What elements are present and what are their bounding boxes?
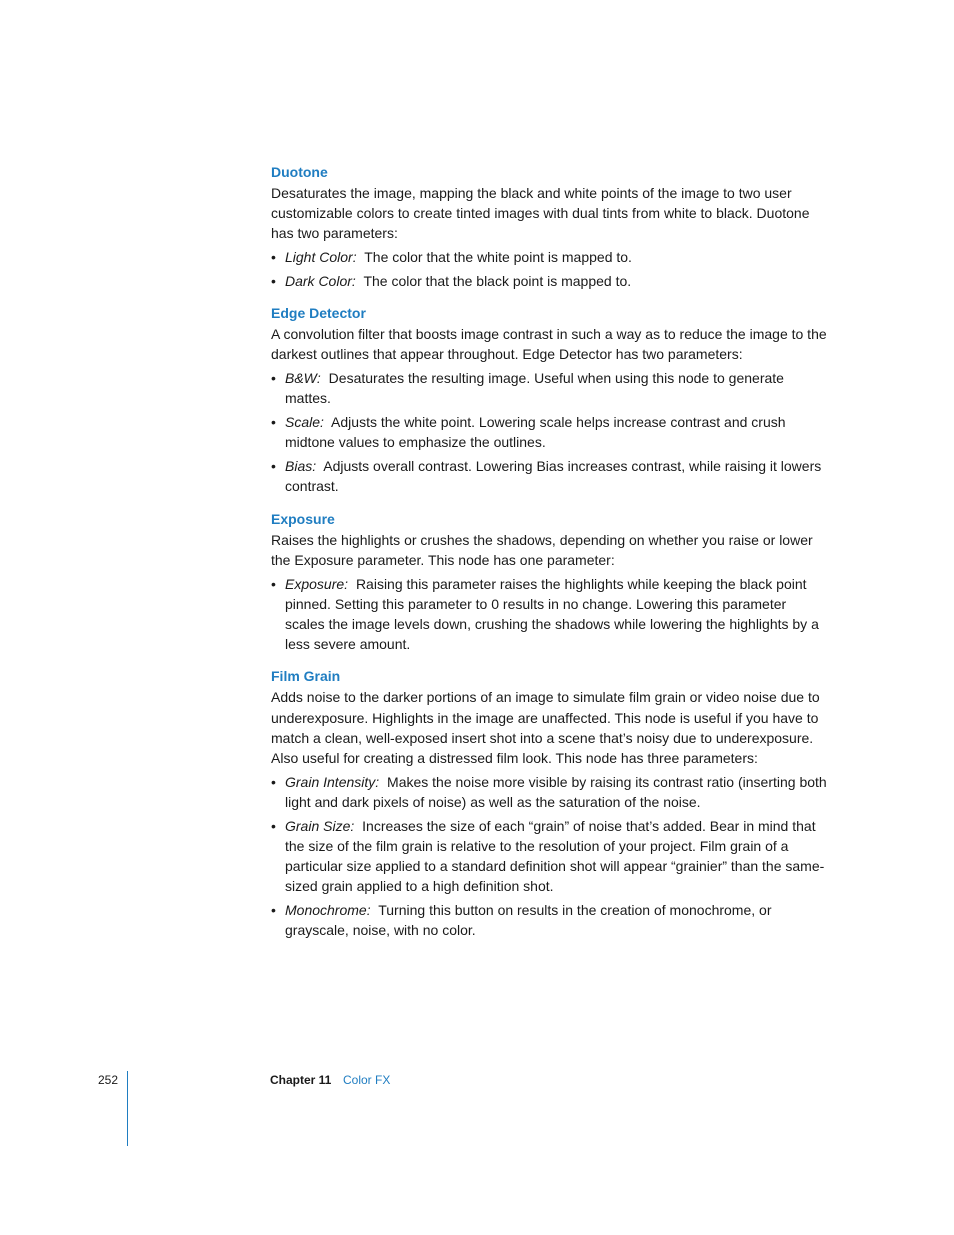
list-item [271,271,827,291]
parameter-description: The color that the black point is mapped to. [363,273,632,289]
bullet-icon: • [271,273,276,289]
parameter-term: Light Color: [285,249,357,266]
parameter-list [271,574,827,655]
section-edge-detector [271,303,827,496]
section-film-grain [271,666,827,940]
parameter-description: Turning this button on results in the creation of monochrome, or grayscale, noise, with no color. [285,902,772,939]
parameter-term: Grain Intensity: [285,773,380,790]
bullet-icon: • [271,902,276,919]
bullet-icon: • [271,414,276,431]
parameter-term: Monochrome: [285,902,371,919]
parameter-list [271,368,827,496]
parameter-description: Adjusts overall contrast. Lowering Bias increases contrast, while raising it lowers contrast. [285,458,822,495]
section-intro: Adds noise to the darker portions of an image to simulate film grain or video noise due to underexposure. Highlights in the image are unaffected. This node is useful if you have to match a clean, well-exposed insert shot into a scene that’s noisy due to underexposure. Also useful for creating a distressed film look. This node has three parameters: [271,689,820,767]
bullet-icon: • [271,773,276,790]
list-item [271,412,827,452]
list-item [271,247,827,267]
list-item [271,574,827,655]
section-intro: A convolution filter that boosts image contrast in such a way as to reduce the image to the darkest outlines that appear throughout. Edge Detector has two parameters: [271,326,827,363]
parameter-term: Bias: [285,458,317,475]
parameter-list [271,772,827,941]
bullet-icon: • [271,575,276,592]
page-number: 252 [98,1073,119,1087]
section-heading: Duotone [271,164,328,180]
parameter-description: Increases the size of each “grain” of noise that’s added. Bear in mind that the size of the film grain is relative to the resolution of your project. Film grain of a particular size applied to a standard definition shot will appear “grainier” than the same-sized grain applied to a high definition shot. [285,817,825,895]
section-intro: Raises the highlights or crushes the shadows, depending on whether you raise or lower the Exposure parameter. This node has one parameter: [271,531,813,568]
parameter-description: Makes the noise more visible by raising its contrast ratio (inserting both light and dark pixels of noise) as well as the saturation of the noise. [285,773,827,811]
bullet-icon: • [271,370,276,387]
bullet-icon: • [271,458,276,475]
list-item [271,368,827,408]
footer-chapter-label: Chapter 11 [270,1073,332,1087]
list-item [271,772,827,812]
parameter-list [271,247,827,291]
page-content [271,162,827,941]
list-item [271,456,827,496]
footer-chapter-title: Color FX [343,1073,391,1087]
list-item [271,816,827,897]
parameter-term: Exposure: [285,575,349,592]
section-heading: Film Grain [271,668,341,685]
section-exposure [271,509,827,655]
parameter-term: Scale: [285,414,324,431]
parameter-term: Grain Size: [285,817,355,834]
section-heading: Exposure [271,510,335,527]
section-duotone [271,162,827,291]
footer-divider [127,1071,128,1146]
bullet-icon: • [271,817,276,834]
parameter-description: The color that the white point is mapped to. [364,249,632,266]
list-item [271,900,827,940]
parameter-description: Adjusts the white point. Lowering scale helps increase contrast and crush midtone values to emphasize the outlines. [285,414,786,451]
bullet-icon: • [271,249,276,266]
parameter-term: Dark Color: [285,273,356,289]
parameter-description: Desaturates the resulting image. Useful when using this node to generate mattes. [285,370,784,407]
section-heading: Edge Detector [271,305,366,322]
parameter-description: Raising this parameter raises the highlights while keeping the black point pinned. Setting this parameter to 0 results in no change. Lowering this parameter scales the image levels down, crushing the shadows while lowering the highlights by a less severe amount. [285,575,819,653]
section-intro: Desaturates the image, mapping the black and white points of the image to two user customizable colors to create tinted images with dual tints from white to black. Duotone has two parameters: [271,185,810,242]
parameter-term: B&W: [285,370,321,387]
